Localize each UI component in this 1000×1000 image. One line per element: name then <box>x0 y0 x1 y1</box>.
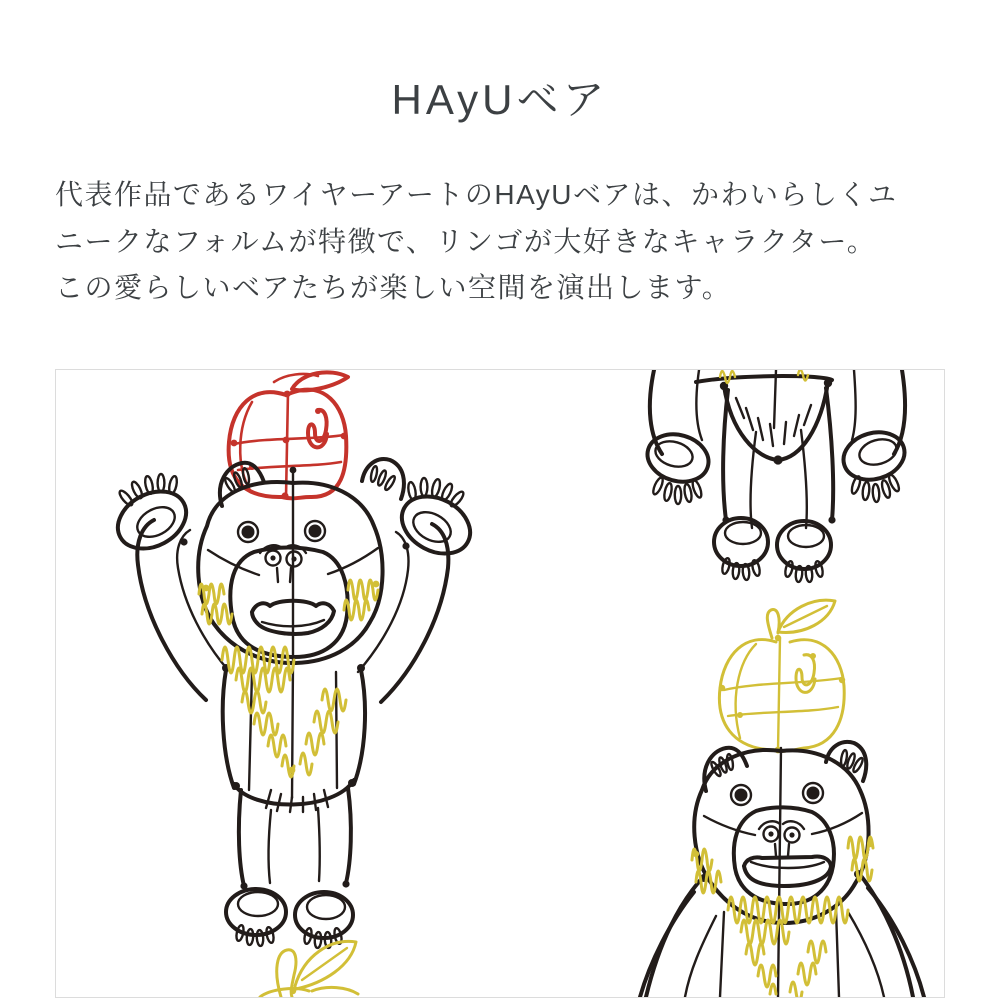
main-bear <box>108 459 480 948</box>
description <box>55 172 955 312</box>
page-title: HAyUベア <box>391 76 609 123</box>
wire-art-illustration <box>56 370 944 997</box>
partial-apple-leaf <box>260 941 358 997</box>
yellow-apple <box>719 600 845 753</box>
second-bear <box>640 742 924 997</box>
description-line: この愛らしいベアたちが楽しい空間を演出します。 <box>55 272 732 303</box>
description-line: 代表作品であるワイヤーアートのHAyUベアは、かわいらしくユ <box>55 179 898 210</box>
hanging-bear <box>642 370 910 582</box>
description-line: ニークなフォルムが特徴で、リンゴが大好きなキャラクター。 <box>55 225 877 257</box>
illustration-frame <box>55 369 945 998</box>
